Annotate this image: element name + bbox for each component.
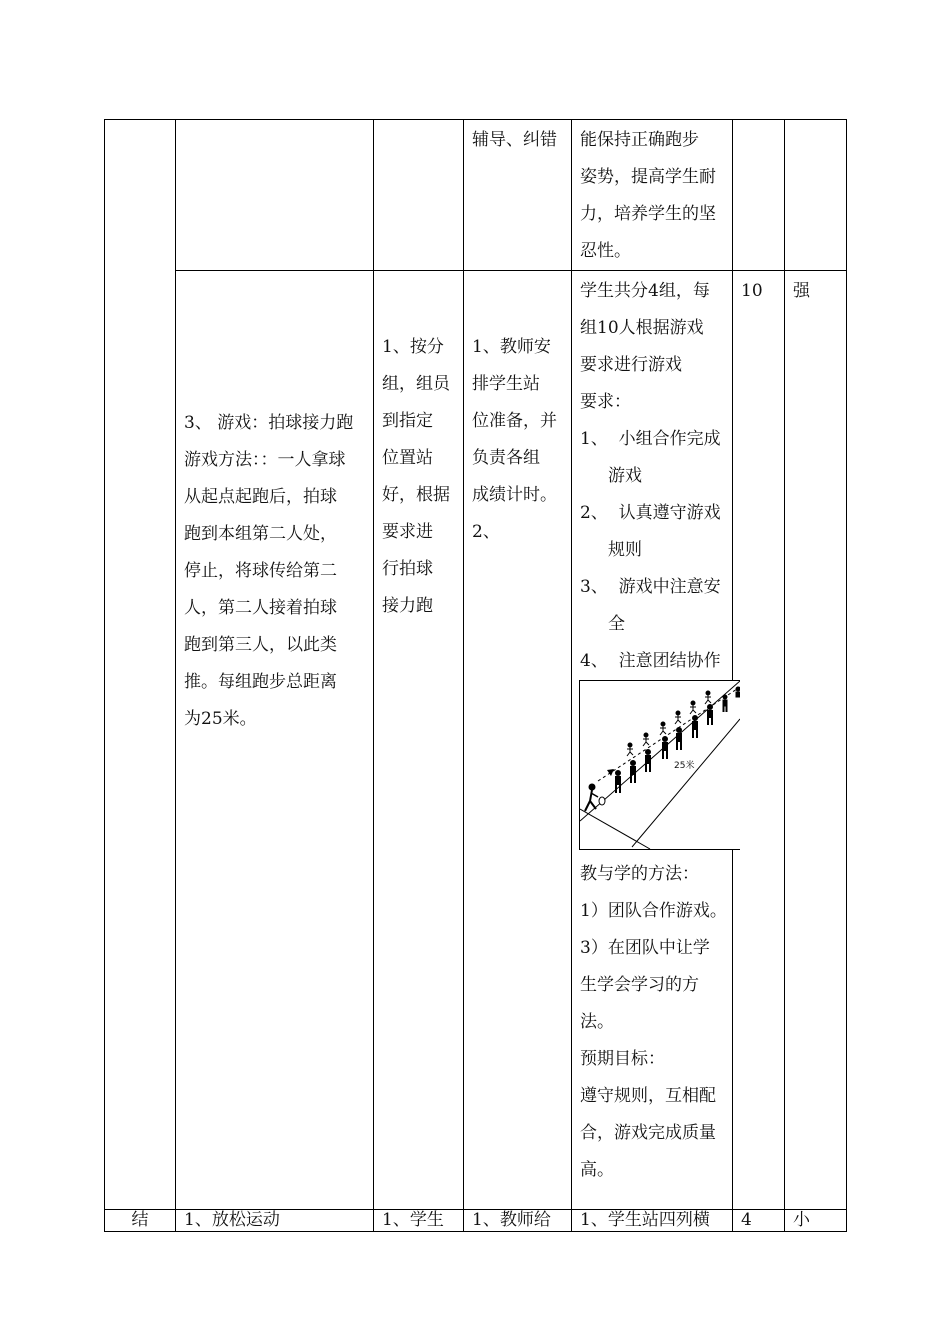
student-activity-cell (374, 271, 464, 1210)
time-cell (733, 271, 785, 1210)
time-value: 4 (741, 1210, 752, 1230)
player-column-icons (615, 687, 740, 794)
lesson-plan-table (104, 119, 847, 1232)
relay-diagram (580, 681, 740, 849)
method-line: 遵守规则，互相配 (580, 1086, 716, 1106)
requirement-item-cont: 游戏 (608, 466, 642, 486)
intensity-value: 小 (793, 1210, 810, 1230)
game-desc-line: 跑到本组第二人处， (184, 524, 337, 544)
game-desc-line: 为25米。 (184, 709, 257, 729)
requirement-item: 2、 认真遵守游戏 (580, 503, 721, 523)
goal-cell (572, 271, 733, 1210)
goal-line: 忍性。 (580, 241, 631, 261)
teacher-line: 负责各组 (472, 448, 540, 468)
goal-text: 1、学生站四列横 (580, 1210, 710, 1230)
goal-line: 姿势，提高学生耐 (580, 167, 716, 187)
running-figures-icons (627, 691, 711, 756)
intensity-cell (785, 120, 847, 271)
goal-line: 组10人根据游戏 (580, 318, 704, 338)
method-line: 3）在团队中让学 (580, 938, 710, 958)
game-desc-line: 从起点起跑后，拍球 (184, 487, 337, 507)
teacher-line: 位准备，并 (472, 411, 557, 431)
requirement-item-cont: 全 (608, 614, 625, 634)
requirement-item-cont: 规则 (608, 540, 642, 560)
teacher-line: 1、教师安 (472, 337, 551, 357)
student-line: 好，根据 (382, 485, 450, 505)
distance-label: 25米 (674, 761, 695, 771)
student-line: 1、按分 (382, 337, 444, 357)
goal-cell (572, 1210, 733, 1232)
phase-label: 结 (131, 1210, 149, 1230)
goal-line: 要求进行游戏 (580, 355, 682, 375)
teacher-activity-cell (464, 1210, 572, 1232)
student-line: 位置站 (382, 448, 433, 468)
requirement-item: 4、 注意团结协作 (580, 651, 721, 671)
content-text: 1、放松运动 (184, 1210, 280, 1230)
table-row (105, 1210, 847, 1232)
student-line: 接力跑 (382, 596, 433, 616)
game-desc-line: 游戏方法：：一人拿球 (184, 450, 346, 470)
table-row (105, 120, 847, 271)
phase-cell (105, 120, 176, 1210)
goal-cell (572, 120, 733, 271)
student-line: 行拍球 (382, 559, 433, 579)
time-cell (733, 120, 785, 271)
student-line: 要求进 (382, 522, 433, 542)
method-line: 高。 (580, 1160, 614, 1180)
teacher-line: 2、 (472, 522, 500, 542)
goal-line: 学生共分4组，每 (580, 281, 710, 301)
game-desc-line: 停止，将球传给第二 (184, 561, 337, 581)
time-value: 10 (741, 281, 763, 301)
game-desc-line: 推。每组跑步总距离 (184, 672, 337, 692)
method-line: 法。 (580, 1012, 614, 1032)
intensity-cell (785, 271, 847, 1210)
method-line: 教与学的方法： (580, 864, 699, 884)
goal-line: 要求： (580, 392, 631, 412)
method-line: 1）团队合作游戏。 (580, 901, 727, 921)
time-cell (733, 1210, 785, 1232)
student-line: 到指定 (382, 411, 433, 431)
student-text: 1、学生 (382, 1210, 444, 1230)
relay-game-illustration (579, 680, 740, 850)
teacher-guidance-text: 辅导、纠错 (472, 130, 557, 150)
phase-cell (105, 1210, 176, 1232)
content-cell (176, 120, 374, 271)
table-row (105, 271, 847, 1210)
game-desc-line: 人，第二人接着拍球 (184, 598, 337, 618)
intensity-cell (785, 1210, 847, 1232)
method-line: 预期目标： (580, 1049, 665, 1069)
teacher-line: 成绩计时。 (472, 485, 557, 505)
method-line: 合，游戏完成质量 (580, 1123, 716, 1143)
goal-line: 能保持正确跑步 (580, 130, 699, 150)
teacher-text: 1、教师给 (472, 1210, 551, 1230)
teacher-activity-cell (464, 271, 572, 1210)
goal-line: 力，培养学生的坚 (580, 204, 716, 224)
method-line: 生学会学习的方 (580, 975, 699, 995)
runner-icon (585, 784, 605, 811)
content-cell (176, 1210, 374, 1232)
requirement-item: 3、 游戏中注意安 (580, 577, 721, 597)
game-desc-line: 3、 游戏：拍球接力跑 (184, 413, 354, 433)
teacher-line: 排学生站 (472, 374, 540, 394)
intensity-value: 强 (793, 281, 810, 301)
game-desc-line: 跑到第三人，以此类 (184, 635, 337, 655)
content-cell (176, 271, 374, 1210)
student-activity-cell (374, 120, 464, 271)
student-activity-cell (374, 1210, 464, 1232)
student-line: 组，组员 (382, 374, 450, 394)
teacher-activity-cell (464, 120, 572, 271)
requirement-item: 1、 小组合作完成 (580, 429, 721, 449)
